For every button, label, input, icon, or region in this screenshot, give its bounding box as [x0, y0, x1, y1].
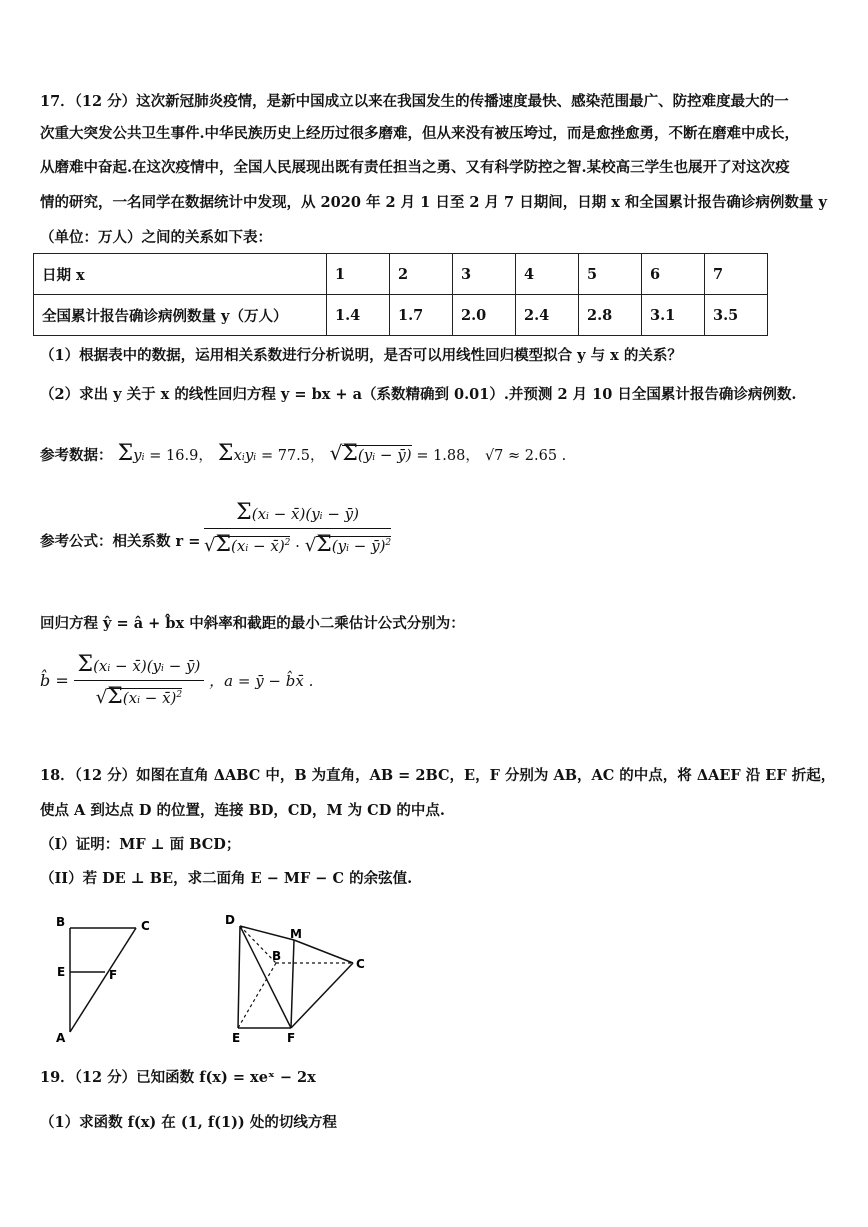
- table-cell: 1.4: [327, 295, 390, 336]
- q17-part-2: （2）求出 y 关于 x 的线性回归方程 y = bx + a（系数精确到 0.01）.并预测 2 月 10 日全国累计报告确诊病例数.: [40, 386, 797, 403]
- slope-formula: b̂ = $\frac{\Sigma(xi - x̄)(yi - ȳ)}{√\Sigma(xi - x̄)^2}$ ，a = ȳ − b̂x̄ .: [40, 652, 314, 709]
- table-row-label-cases: 全国累计报告确诊病例数量 y（万人）: [34, 295, 327, 336]
- table-cell: 5: [579, 254, 642, 295]
- table-cell: 2.4: [516, 295, 579, 336]
- q18-line-2: 使点 A 到达点 D 的位置，连接 BD，CD，M 为 CD 的中点.: [40, 802, 445, 819]
- reference-data: [40, 443, 566, 468]
- intercept-formula: ，a = ȳ − b̂x̄ .: [209, 672, 314, 690]
- fig2-label-c: C: [356, 957, 365, 971]
- table-cell: 1.7: [390, 295, 453, 336]
- table-cell: 7: [705, 254, 768, 295]
- q18-part-2: （II）若 DE ⊥ BE，求二面角 E − MF − C 的余弦值.: [40, 870, 413, 887]
- sqrt-sum-value: = 1.88，: [416, 448, 480, 464]
- fig2-label-f: F: [287, 1031, 296, 1045]
- fig2-label-b: B: [272, 949, 282, 963]
- sum-y-formula: Σyi: [117, 441, 145, 466]
- table-cell: 2.0: [453, 295, 516, 336]
- q17-line-5: （单位：万人）之间的关系如下表：: [40, 229, 272, 246]
- table-cell: 2: [390, 254, 453, 295]
- fig1-label-b: B: [56, 915, 66, 929]
- table-cell: 1: [327, 254, 390, 295]
- sum-xy-formula: Σxiyi: [217, 441, 257, 466]
- fig1-label-c: C: [141, 919, 150, 933]
- regression-text: 回归方程 ŷ = â + b̂x 中斜率和截距的最小二乘估计公式分别为：: [40, 615, 465, 632]
- table-cell: 3.5: [705, 295, 768, 336]
- reference-data-label: 参考数据：: [40, 447, 113, 464]
- table-cell: 4: [516, 254, 579, 295]
- sum-y-value: = 16.9，: [149, 448, 213, 464]
- correlation-formula: $\frac{\Sigma(xi - x̄)(yi - ȳ)}{√\Sigma(xi - x̄)^2 \cdot √\Sigma(yi - ȳ)^2}$: [204, 500, 392, 557]
- data-table: [33, 253, 768, 336]
- q17-line-3: 从磨难中奋起.在这次疫情中，全国人民展现出既有责任担当之勇、又有科学防控之智.某校高三学生也展开了对这次疫: [40, 159, 790, 176]
- table-cell: 3.1: [642, 295, 705, 336]
- fig2-label-e: E: [232, 1031, 241, 1045]
- q18-part-1: （I）证明：MF ⊥ 面 BCD；: [40, 836, 241, 853]
- triangle-figure: [50, 912, 170, 1047]
- fig1-label-a: A: [56, 1031, 66, 1045]
- table-cell: 3: [453, 254, 516, 295]
- table-row: [34, 254, 768, 295]
- sqrt-sum-formula: √Σ(yi − ȳ): [329, 441, 412, 466]
- fig2-label-d: D: [225, 913, 235, 927]
- q17-part-1: （1）根据表中的数据，运用相关系数进行分析说明，是否可以用线性回归模型拟合 y 与 x 的关系？: [40, 347, 682, 364]
- folded-solid-figure: [222, 910, 382, 1050]
- sqrt7-value: √7 ≈ 2.65 .: [484, 448, 567, 464]
- fig1-label-f: F: [109, 968, 118, 982]
- q19-line-1: 19．（12 分）已知函数 f(x) = xeˣ − 2x: [40, 1069, 316, 1086]
- sum-xy-value: = 77.5，: [260, 448, 325, 464]
- fig1-label-e: E: [57, 965, 66, 979]
- table-cell: 6: [642, 254, 705, 295]
- table-row-label-date: 日期 x: [34, 254, 327, 295]
- q18-line-1: 18．（12 分）如图在直角 ΔABC 中，B 为直角，AB = 2BC，E，F 分别为 AB，AC 的中点，将 ΔAEF 沿 EF 折起，: [40, 767, 836, 784]
- fig2-label-m: M: [290, 927, 302, 941]
- slope-label: b̂ =: [40, 671, 69, 690]
- q19-part-1: （1）求函数 f(x) 在 (1, f(1)) 处的切线方程: [40, 1114, 337, 1131]
- q17-line-4: 情的研究，一名同学在数据统计中发现，从 2020 年 2 月 1 日至 2 月 7 日期间，日期 x 和全国累计报告确诊病例数量 y: [40, 194, 827, 211]
- q17-line-1: 17．（12 分）这次新冠肺炎疫情，是新中国成立以来在我国发生的传播速度最快、感染范围最广、防控难度最大的一: [40, 93, 789, 110]
- table-row: [34, 295, 768, 336]
- correlation-formula-label: 参考公式：相关系数 r =: [40, 533, 201, 550]
- q17-line-2: 次重大突发公共卫生事件.中华民族历史上经历过很多磨难，但从来没有被压垮过，而是愈挫愈勇，不断在磨难中成长，: [40, 125, 800, 142]
- table-cell: 2.8: [579, 295, 642, 336]
